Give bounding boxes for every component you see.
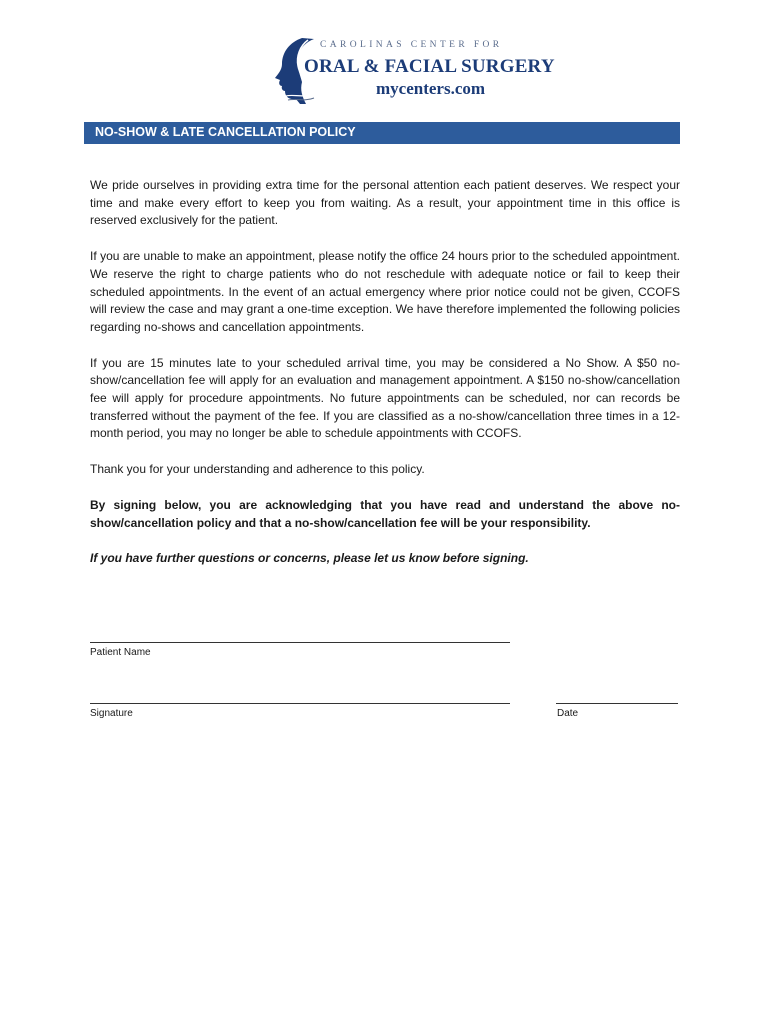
acknowledgement-text: By signing below, you are acknowledging that you have read and understand the above no-show/cancellation policy and that a no-show/cancellation fee will be your responsibility.: [90, 497, 680, 530]
policy-title-banner: [84, 122, 680, 144]
patient-name-field[interactable]: [90, 642, 510, 643]
paragraph-notice: If you are unable to make an appointment, please notify the office 24 hours prior to the scheduled appointment. We reserve the right to charge patients who do not reschedule with adequate notice or fail to keep their scheduled appointments. In the event of an actual emergency where prior notice could not be given, CCOFS will review the case and may grant a one-time exception. We have therefore implemented the following policies regarding no-shows and cancellation appointments.: [90, 249, 680, 334]
paragraph-fees: If you are 15 minutes late to your scheduled arrival time, you may be considered a No Show. A $50 no-show/cancellation fee will apply for an evaluation and management appointment. A $150 no-show/cancellation fee will apply for procedure appointments. No future appointments can be scheduled, nor can records be transferred without the payment of the fee. If you are classified as a no-show/cancellation three times in a 12-month period, you may no longer be able to schedule appointments with CCOFS.: [90, 355, 680, 441]
date-field[interactable]: [556, 703, 678, 704]
policy-title: NO-SHOW & LATE CANCELLATION POLICY: [95, 125, 356, 139]
practice-logo: [272, 36, 555, 106]
signature-field[interactable]: [90, 703, 510, 704]
policy-body: [90, 177, 680, 586]
date-label: Date: [557, 708, 579, 719]
logo-website: mycenters.com: [376, 79, 486, 98]
signature-label: Signature: [90, 708, 133, 719]
patient-name-label: Patient Name: [90, 647, 151, 658]
questions-note: If you have further questions or concerns, please let us know before signing.: [90, 551, 529, 566]
paragraph-intro: We pride ourselves in providing extra time for the personal attention each patient deserves. We respect your time and make every effort to keep you from waiting. As a result, your appointment time in this office is reserved exclusively for the patient.: [90, 178, 680, 228]
logo-practice-name: ORAL & FACIAL SURGERY: [304, 56, 555, 77]
paragraph-thanks: Thank you for your understanding and adherence to this policy.: [90, 462, 425, 477]
logo-tagline: CAROLINAS CENTER FOR: [320, 40, 503, 50]
